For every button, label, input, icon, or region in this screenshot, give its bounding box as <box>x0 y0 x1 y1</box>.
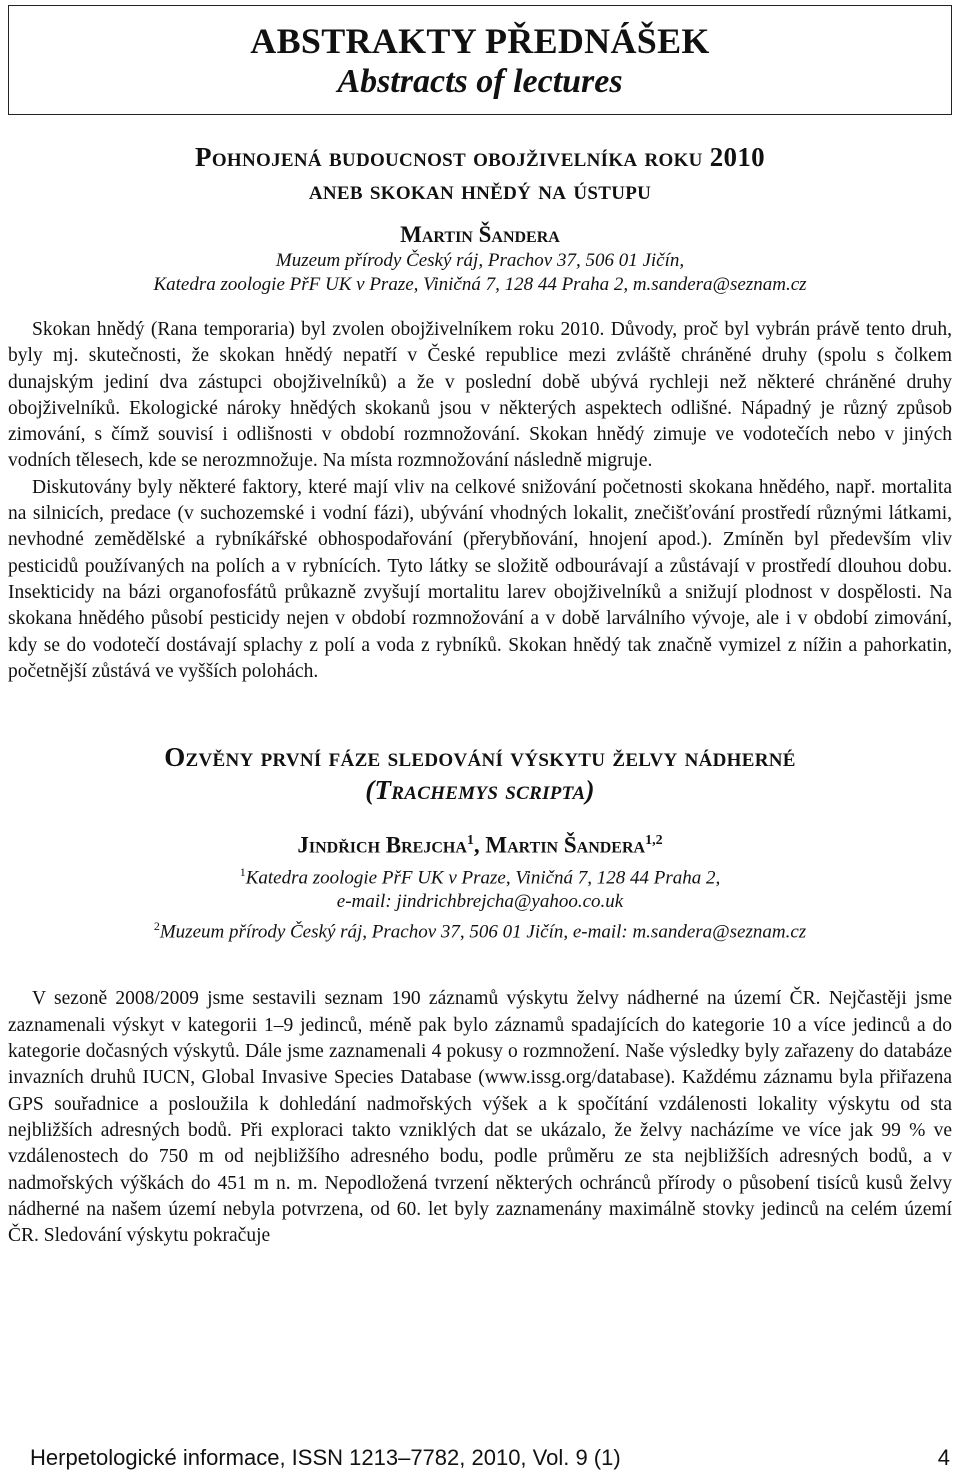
page <box>8 0 952 1249</box>
article-1-affiliation-line-1: Muzeum přírody Český ráj, Prachov 37, 506 01 Jičín, <box>275 250 685 271</box>
article-2-title-line-1: Ozvěny první fáze sledování výskytu želvy nádherné <box>164 742 796 773</box>
article-2 <box>8 741 952 1249</box>
affil-2-sup: 2 <box>153 919 160 934</box>
article-2-affiliation-1 <box>8 860 952 890</box>
header-subtitle: Abstracts of lectures <box>337 63 623 100</box>
species-name: (Trachemys scripta) <box>365 775 595 806</box>
page-footer <box>30 1445 950 1471</box>
article-1-title-line-1: Pohnojená budoucnost obojživelníka roku 2010 <box>195 142 765 172</box>
article-1-affiliation-line-2: Katedra zoologie PřF UK v Praze, Viničná 7, 128 44 Praha 2, m.sandera@seznam.cz <box>153 274 807 295</box>
affil-1-line-1: Katedra zoologie PřF UK v Praze, Viničná 7, 128 44 Praha 2, <box>245 867 721 889</box>
article-2-paragraph-1: V sezoně 2008/2009 jsme sestavili seznam 190 záznamů výskytu želvy nádherné na území ČR. Nejčastěji jsme zaznamenali výskyt v kategorii 1–9 jedinců, méně pak bylo záznamů spadajících do kategorie 10 a více jedinců a do kategorie dočasných výskytů. Dále jsme zaznamenali 4 pokusy o rozmnožení. Naše výsledky byly zařazeny do databáze invazních druhů IUCN, Global Invasive Species Database (www.issg.org/database). Každému záznamu byla přiřazena GPS souřadnice a posloužila k dohledání nadmořských výšek a k spočítání vzdálenosti lokality výskytu od sta nejbližších adresných bodů. Při exploraci takto vzniklých dat se ukázalo, že želvy nacházíme ve více jak 99 % ve vzdálenostech do 750 m od nejbližšího adresného bodu, podle průměru ze sta nejbližších adresných bodů, a v nadmořských výškách do 451 m n. m. Nepodložená tvrzení některých ochránců přírody o působení tisíců kusů želvy nádherné na našem území nebyla potvrzena, od 60. let byly zaznamenány maximálně stovky jedinců na celém území ČR. Sledování výskytu pokračuje <box>8 988 952 1247</box>
page-number: 4 <box>937 1445 950 1470</box>
article-1-author: Martin Šandera <box>400 222 560 247</box>
article-2-affiliation-2 <box>8 914 952 944</box>
affil-2-text: Muzeum přírody Český ráj, Prachov 37, 506 01 Jičín, e-mail: m.sandera@seznam.cz <box>159 921 807 943</box>
journal-citation: Herpetologické informace, ISSN 1213–7782, 2010, Vol. 9 (1) <box>30 1445 621 1470</box>
article-2-authors <box>8 827 952 860</box>
article-2-title-line-2 <box>8 774 952 807</box>
article-1 <box>8 141 952 685</box>
header-box <box>8 5 952 115</box>
affil-1-sup: 1 <box>239 864 246 879</box>
author-brejcha-sup: 1 <box>466 833 474 849</box>
article-1-paragraph-2: Diskutovány byly některé faktory, které mají vliv na celkové snižování početnosti skokana hnědého, např. mortalita na silnicích, predace (v suchozemské i vodní fázi), ubývání vhodných lokalit, znečišťování prostředí různými látkami, nevhodné zemědělské a rybníkářské obhospodařování (přerybňování, hnojení apod.). Zmíněn byl především vliv pesticidů používaných na polích a v rybnících. Tyto látky se složitě odbourávají a zůstávají v prostředí dlouhou dobu. Insekticidy na bázi organofosfátů průkazně zvyšují mortalitu larev obojživelníků a snižují plodnost v dospělosti. Na skokana hnědého působí pesticidy nejen v období rozmnožování a v době larválního vývoje, ale i v období zimování, kdy se do vodotečí dostávají splachy z polí a voda z rybníků. Skokan hnědý tak značně vymizel z nížin a pahorkatin, početnější zůstává ve vyšších polohách. <box>8 476 952 682</box>
author-brejcha: Jindřich Brejcha <box>297 832 467 858</box>
article-2-affiliation-1-email: e-mail: jindrichbrejcha@yahoo.co.uk <box>336 891 624 913</box>
header-title: ABSTRAKTY PŘEDNÁŠEK <box>250 21 710 61</box>
author-sandera-sup: 1,2 <box>645 833 663 849</box>
article-1-title-line-2: aneb skokan hnědý na ústupu <box>308 175 652 205</box>
author-separator: , <box>473 832 486 858</box>
article-1-paragraph-1: Skokan hnědý (Rana temporaria) byl zvolen obojživelníkem roku 2010. Důvody, proč byl vybrán právě tento druh, byly mj. skutečnosti, že skokan hnědý nepatří v České republice mezi zvláště chráněné druhy (spolu s čolkem dunajským jediní dva zástupci obojživelníků) a že v poslední době ubývá rychleji než některé chráněné druhy obojživelníků. Ekologické nároky hnědých skokanů jsou v některých aspektech odlišné. Nápadný je různý způsob zimování, s čímž souvisí i odlišnosti v období rozmnožování. Skokan hnědý zimuje ve vodotečích nebo v jiných vodních tělesech, kde se nerozmnožuje. Na místa rozmnožování následně migruje. <box>8 319 952 472</box>
author-sandera: Martin Šandera <box>485 832 646 858</box>
